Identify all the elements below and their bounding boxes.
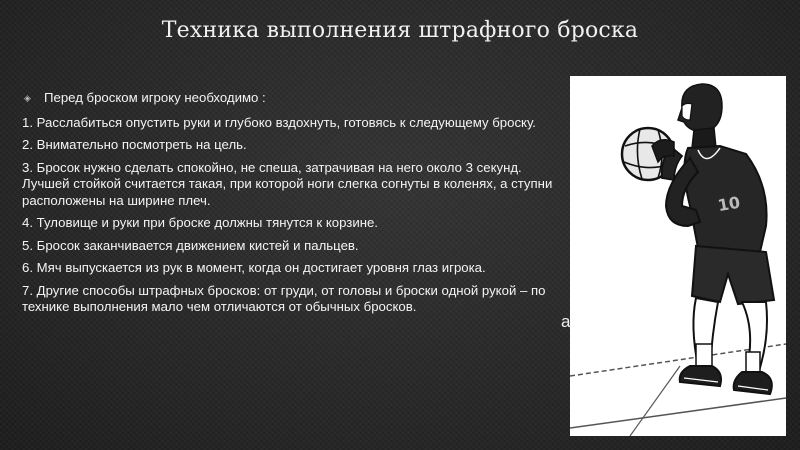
intro-text: Перед броском игроку необходимо : bbox=[44, 90, 266, 105]
list-item-6: 6. Мяч выпускается из рук в момент, когда он достигает уровня глаз игрока. bbox=[22, 260, 486, 275]
player-drawing bbox=[570, 76, 786, 436]
list-item-3: 3. Бросок нужно сделать спокойно, не спеша, затрачивая на него около 3 секунд. Лучшей стойкой считается такая, при которой ноги слегка согнуты в коленях, а ступни расположены на ширине плеч. bbox=[22, 159, 553, 208]
slide-content bbox=[22, 90, 562, 322]
intro-line bbox=[22, 90, 562, 107]
list-item-7: 7. Другие способы штрафных бросков: от груди, от головы и броски одной рукой – по технике выполнения мало чем отличаются от обычных бросков. bbox=[22, 282, 546, 314]
list-item-5: 5. Бросок заканчивается движением кистей и пальцев. bbox=[22, 237, 359, 253]
bullet-icon: ◈ bbox=[24, 93, 31, 103]
basketball-player-illustration bbox=[570, 76, 786, 436]
list-item-2: 2. Внимательно посмотреть на цель. bbox=[22, 137, 247, 152]
jersey-number: 10 bbox=[716, 192, 742, 216]
list-item-1: 1. Расслабиться опустить руки и глубоко вздохнуть, готовясь к следующему броску. bbox=[22, 114, 536, 130]
figure-letter: а bbox=[561, 312, 571, 331]
list-item-4: 4. Туловище и руки при броске должны тянутся к корзине. bbox=[22, 215, 378, 230]
slide-title: Техника выполнения штрафного броска bbox=[161, 18, 639, 43]
